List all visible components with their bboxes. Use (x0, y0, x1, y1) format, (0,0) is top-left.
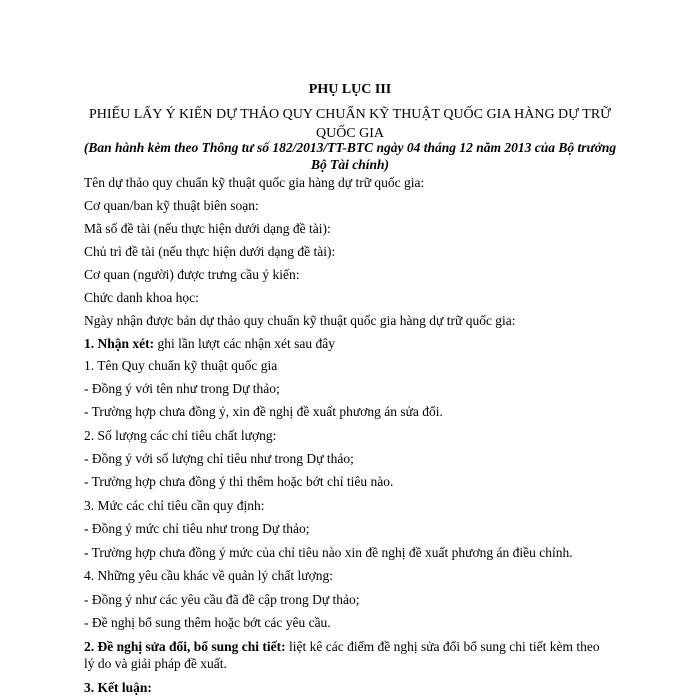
form-subtitle (0, 105, 700, 143)
section1-item: - Trường hợp chưa đồng ý thì thêm hoặc bớt chỉ tiêu nào. (84, 474, 394, 489)
field-project-code: Mã số đề tài (nếu thực hiện dưới dạng đề tài): (84, 221, 331, 236)
section2-text-line1: liệt kê các điểm đề nghị sửa đổi bổ sung chi tiết kèm theo (285, 639, 600, 654)
section1-item: 1. Tên Quy chuẩn kỹ thuật quốc gia (84, 358, 278, 373)
field-draft-name: Tên dự thảo quy chuẩn kỹ thuật quốc gia hàng dự trữ quốc gia: (84, 175, 425, 190)
issuance-note-line1: (Ban hành kèm theo Thông tư số 182/2013/TT-BTC ngày 04 tháng 12 năm 2013 của Bộ trưởng (83, 140, 617, 155)
form-subtitle-line2: QUỐC GIA (315, 126, 385, 141)
section2-line1 (84, 638, 624, 655)
issuance-note (0, 139, 700, 173)
section1-item: 3. Mức các chỉ tiêu cần quy định: (84, 498, 265, 513)
section1-item: 2. Số lượng các chỉ tiêu chất lượng: (84, 428, 277, 443)
section1-heading: 1. Nhận xét: (84, 336, 155, 351)
section1-item: - Đề nghị bổ sung thêm hoặc bớt các yêu cầu. (84, 615, 331, 630)
field-drafting-agency: Cơ quan/ban kỹ thuật biên soạn: (84, 198, 259, 213)
appendix-title: PHỤ LỤC III (308, 82, 392, 97)
section2-paragraph (84, 638, 624, 672)
field-project-lead: Chủ trì đề tài (nếu thực hiện dưới dạng đề tài): (84, 244, 336, 259)
section1-item: - Trường hợp chưa đồng ý mức của chỉ tiêu nào xin đề nghị đề xuất phương án điều chỉnh. (84, 545, 573, 560)
issuance-note-line2: Bộ Tài chính) (310, 157, 389, 172)
section1-item: - Trường hợp chưa đồng ý, xin đề nghị đề xuất phương án sửa đổi. (84, 404, 443, 419)
section1-item: - Đồng ý với tên như trong Dự thảo; (84, 381, 280, 396)
field-consulted-agency: Cơ quan (người) được trưng cầu ý kiến: (84, 267, 300, 282)
form-subtitle-line1: PHIẾU LẤY Ý KIẾN DỰ THẢO QUY CHUẨN KỸ THUẬT QUỐC GIA HÀNG DỰ TRỮ (88, 107, 612, 122)
field-academic-title: Chức danh khoa học: (84, 290, 199, 305)
section1-item: - Đồng ý mức chỉ tiêu như trong Dự thảo; (84, 521, 310, 536)
field-received-date: Ngày nhận được bản dự thảo quy chuẩn kỹ thuật quốc gia hàng dự trữ quốc gia: (84, 313, 516, 328)
section1-item: - Đồng ý như các yêu cầu đã đề cập trong Dự thảo; (84, 592, 360, 607)
section1-heading-rest: ghi lần lượt các nhận xét sau đây (154, 336, 336, 351)
section1-item: 4. Những yêu cầu khác về quản lý chất lượng: (84, 568, 333, 583)
section2-text-line2: lý do và giải pháp đề xuất. (84, 656, 227, 671)
section1-item: - Đồng ý với số lượng chỉ tiêu như trong Dự thảo; (84, 451, 354, 466)
section3-heading: 3. Kết luận: (84, 680, 152, 695)
section2-heading: 2. Đề nghị sửa đổi, bổ sung chi tiết: (84, 639, 286, 654)
section1-heading-line (84, 336, 335, 352)
